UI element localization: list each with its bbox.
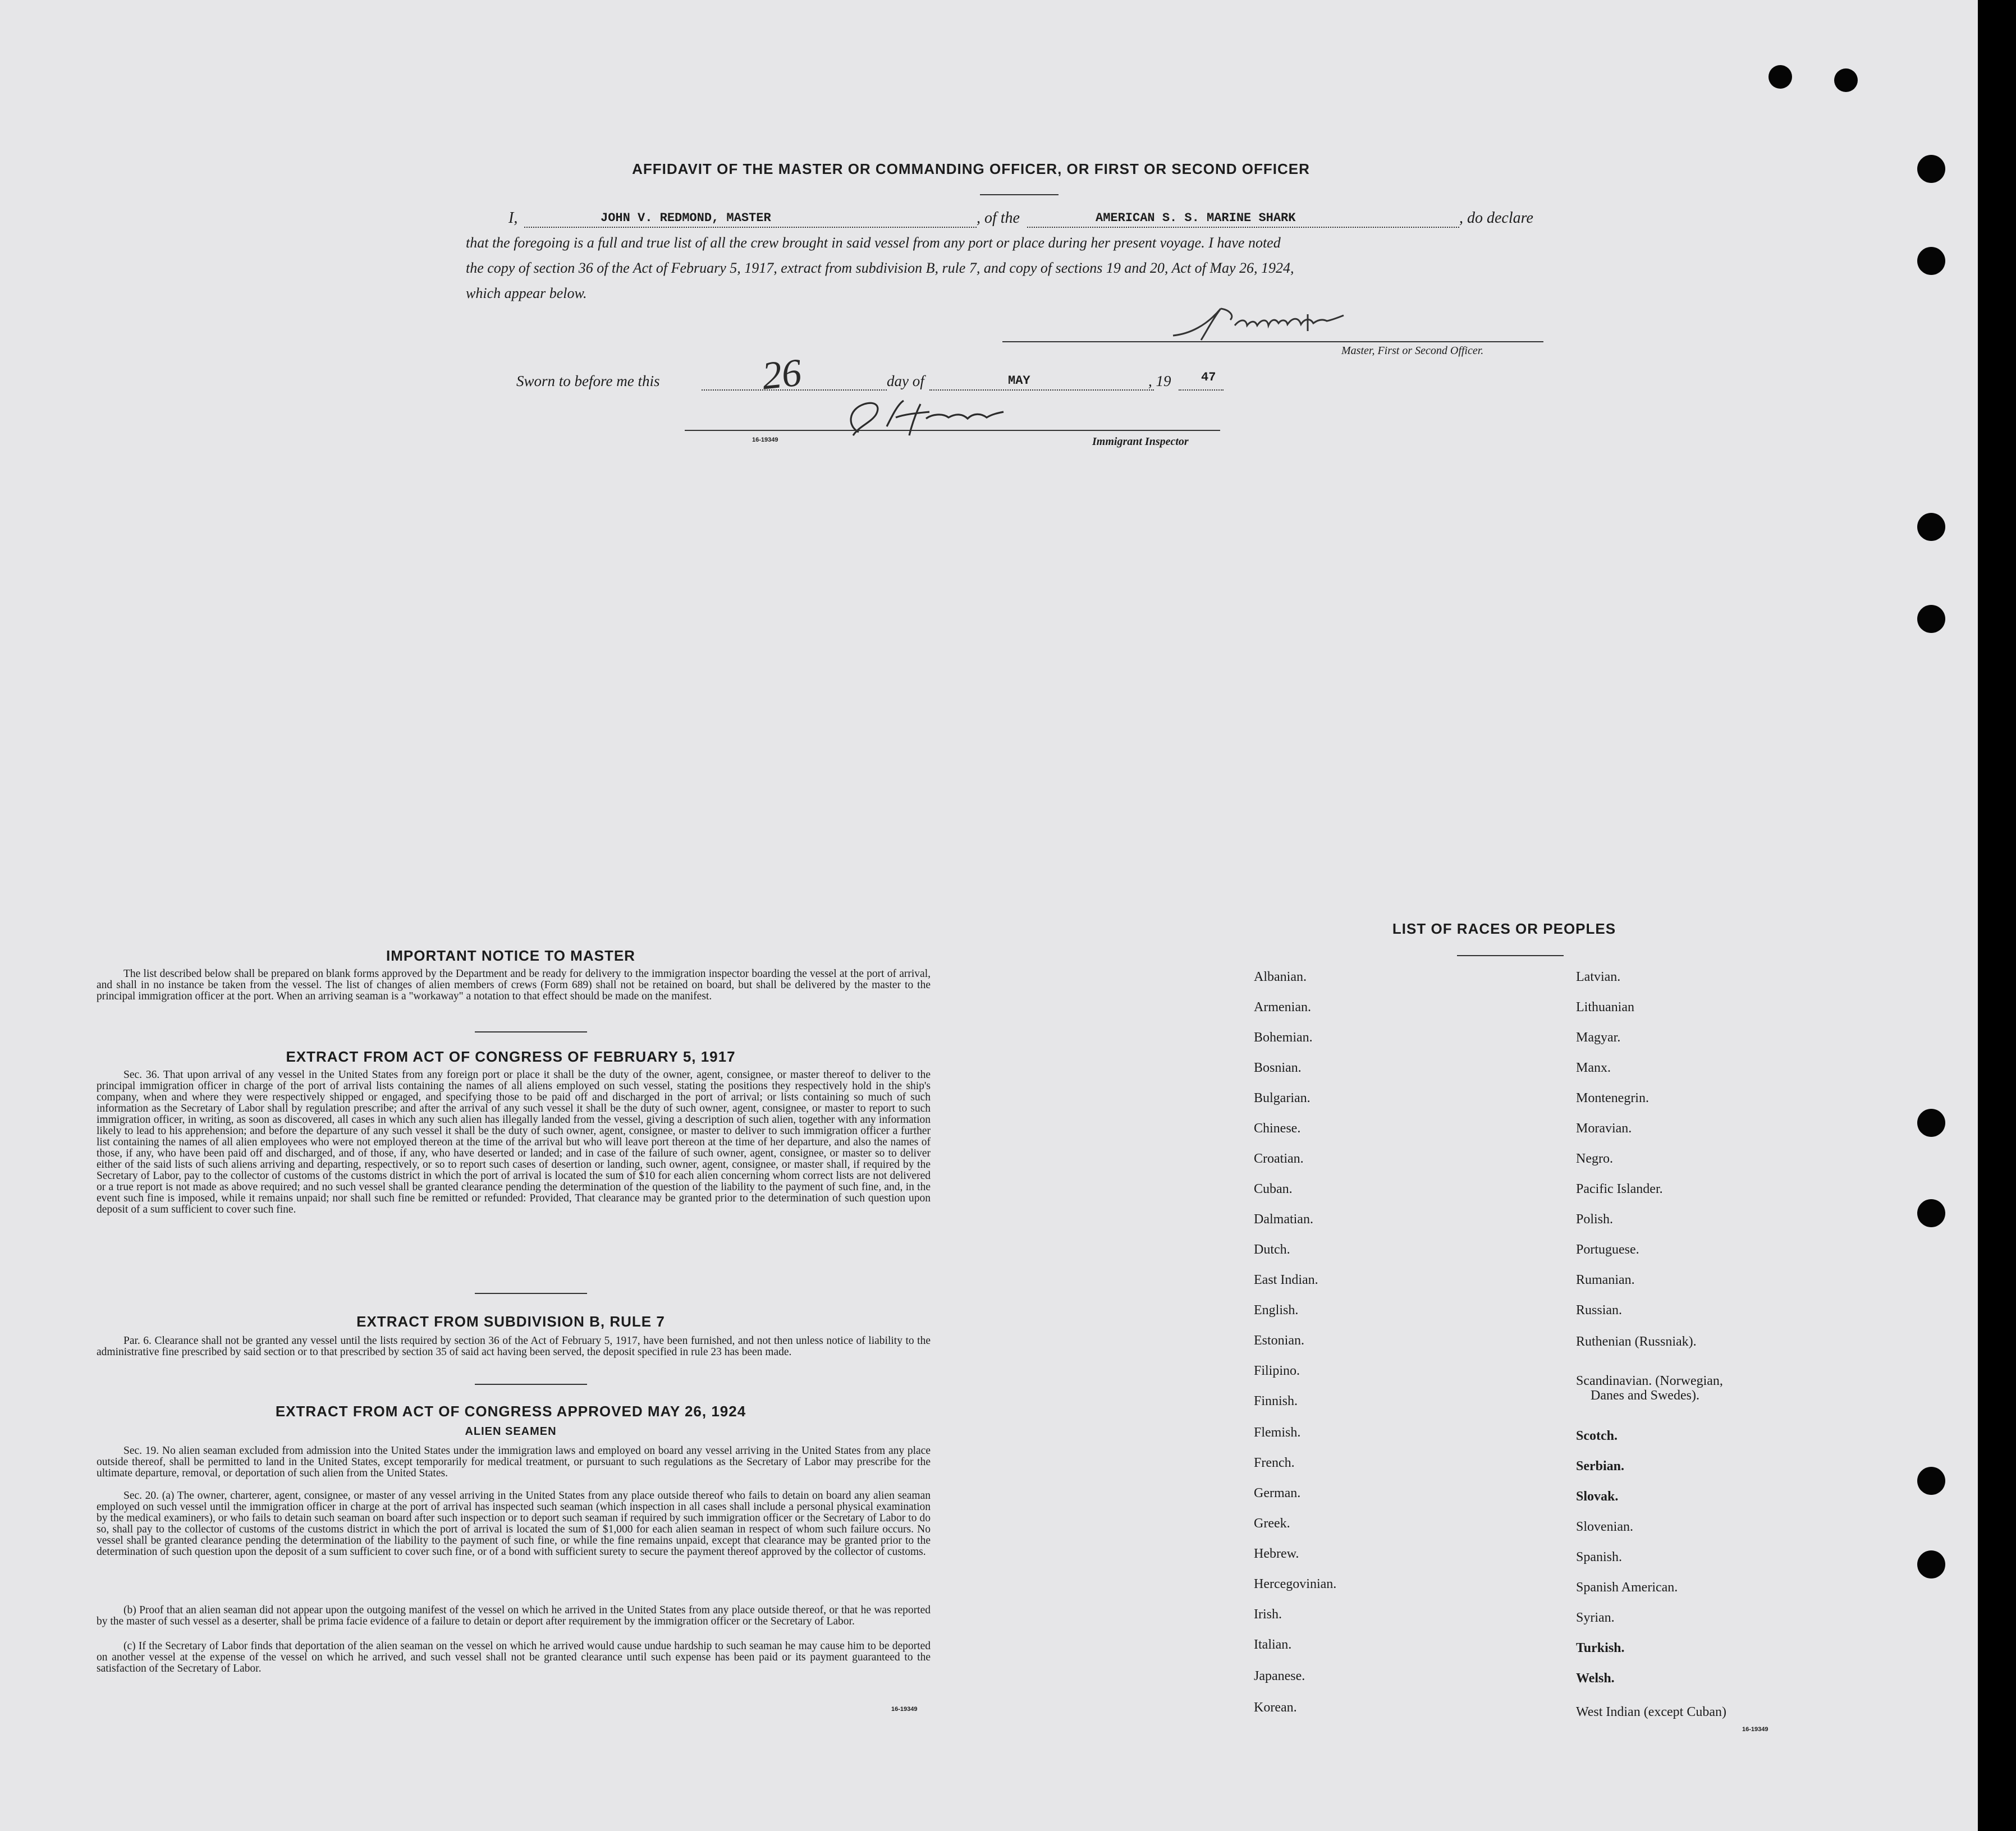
races-divider (1457, 955, 1564, 956)
extract-rule7-body: Par. 6. Clearance shall not be granted any vessel until the lists required by section 36 of the Act of February 5, 1917, have been furnished, and not then unless notice of liability to the administrative fine prescribed by said section or to that prescribed by section 35 of said act having been served, the deposit specified in rule 23 has been made. (97, 1335, 931, 1358)
race-item: Latvian. (1576, 970, 1621, 984)
race-item: Lithuanian (1576, 1000, 1634, 1015)
race-item: Filipino. (1254, 1364, 1300, 1378)
race-item: Scandinavian. (Norwegian, (1576, 1374, 1723, 1388)
affidavit-line-2: that the foregoing is a full and true list of all the crew brought in said vessel from any port or place during her present voyage. I have noted (466, 235, 1281, 251)
race-item: Hercegovinian. (1254, 1577, 1337, 1591)
race-item: Cuban. (1254, 1182, 1293, 1196)
race-item: Estonian. (1254, 1333, 1304, 1348)
extract-form-number: 16-19349 (891, 1706, 918, 1713)
sworn-label: Sworn to before me this (516, 373, 660, 389)
race-item: Bohemian. (1254, 1030, 1313, 1045)
binder-hole (1917, 1109, 1945, 1137)
race-item: Bulgarian. (1254, 1091, 1311, 1105)
master-caption: Master, First or Second Officer. (1341, 345, 1484, 357)
race-item: Spanish. (1576, 1550, 1623, 1564)
binder-hole (1917, 513, 1945, 541)
master-signature (1167, 303, 1403, 342)
race-item: Dutch. (1254, 1242, 1290, 1257)
officer-name: JOHN V. REDMOND, MASTER (601, 211, 771, 225)
extract-1917-body: Sec. 36. That upon arrival of any vessel in the United States from any foreign port or place it shall be the duty of the owner, agent, consignee, or master thereof to deliver to the principal immigration officer in charge of the port of arrival lists containing the names of all aliens employed on such vessel, stating the positions they respectively hold in the ship's company, when and where they were respectively shipped or engaged, and specifying those to be paid off and discharged in the port of arrival; or lists containing so much of such information as the Secretary of Labor shall by regulation prescribe; and after the arrival of any such vessel it shall be the duty of such owner, agent, consignee, or master to report to such immigration officer, in writing, as soon as discovered, all cases in which any such alien has illegally landed from the vessel, giving a description of such alien, together with any information likely to lead to his apprehension; and before the departure of any such vessel it shall be the duty of such owner, agent, consignee, or master to deliver to such immigration officer a further list containing the names of all alien employees who were not employed thereon at the time of the arrival but who will leave port thereon at the time of her departure, and also the names of those, if any, who have been paid off and discharged, and of those, if any, who have deserted or landed; and in case of the failure of such owner, agent, consignee, or master so to deliver either of the said lists of such aliens arriving and departing, respectively, or so to report such cases of desertion or landing, such owner, agent, consignee, or master shall, if required by the Secretary of Labor, pay to the collector of customs of the customs district in which the port of arrival is located the sum of $10 for each alien concerning whom correct lists are not delivered or a true report is not made as above required; and no such vessel shall be granted clearance pending the determination of the question of the liability to the payment of such fine, and, in the event such fine is imposed, while it remains unpaid; nor shall such fine be remitted or refunded: Provided, That clearance may be granted prior to the determination of such question upon deposit of a sum sufficient to cover such fine. (97, 1069, 931, 1215)
extract-1924-sec20c: (c) If the Secretary of Labor finds that deportation of the alien seaman on the vessel on which he arrived would cause undue hardship to such seaman he may cause him to be deported on another vessel at the expense of the vessel on which he arrived, and such vessel shall not be granted clearance until such expense has been paid or its payment guaranteed to the satisfaction of the Secretary of Labor. (97, 1640, 931, 1674)
race-item: Portuguese. (1576, 1242, 1639, 1257)
title-divider (980, 194, 1059, 195)
divider (475, 1384, 587, 1385)
extract-1924-subheading: ALIEN SEAMEN (465, 1425, 557, 1438)
year-prefix: , 19 (1148, 373, 1171, 389)
binder-hole (1917, 1199, 1945, 1227)
race-item: Albanian. (1254, 970, 1307, 984)
master-signature-line (1002, 341, 1543, 342)
race-item: Chinese. (1254, 1121, 1301, 1136)
binder-hole (1917, 155, 1945, 183)
race-item: Magyar. (1576, 1030, 1621, 1045)
binder-hole (1768, 65, 1792, 89)
race-item: Flemish. (1254, 1425, 1301, 1440)
binder-hole (1917, 1550, 1945, 1578)
race-item: Rumanian. (1576, 1273, 1635, 1287)
affidavit-form-number: 16-19349 (752, 437, 778, 443)
race-item: Moravian. (1576, 1121, 1632, 1136)
race-item: Armenian. (1254, 1000, 1311, 1015)
vessel-name-line (1027, 227, 1459, 228)
extract-1924-heading: EXTRACT FROM ACT OF CONGRESS APPROVED MAY 26, 1924 (275, 1403, 746, 1420)
race-item: Scotch. (1576, 1429, 1618, 1443)
vessel-name: AMERICAN S. S. MARINE SHARK (1096, 211, 1296, 225)
race-item: Serbian. (1576, 1459, 1625, 1474)
race-item: Montenegrin. (1576, 1091, 1649, 1105)
binder-hole (1834, 68, 1858, 92)
affidavit-line-3: the copy of section 36 of the Act of February 5, 1917, extract from subdivision B, rule 7, and copy of sections 19 and 20, Act of May 26, 1924, (466, 260, 1294, 276)
sworn-month-line (929, 389, 1154, 391)
extract-1924-sec20b: (b) Proof that an alien seaman did not appear upon the outgoing manifest of the vessel on which he arrived in the United States from any place outside thereof, or that he was reported by the master of such vessel as a deserter, shall be prima facie evidence of a failure to detain or deport after requirement by the immigration officer or the Secretary of Labor. (97, 1604, 931, 1627)
sworn-year-line (1179, 389, 1224, 391)
affidavit-title: AFFIDAVIT OF THE MASTER OR COMMANDING OFFICER, OR FIRST OR SECOND OFFICER (632, 160, 1310, 177)
race-item: Finnish. (1254, 1394, 1298, 1408)
race-item: Korean. (1254, 1700, 1297, 1715)
inspector-signature-line (685, 430, 1220, 431)
divider (475, 1031, 587, 1032)
officer-name-line (524, 227, 977, 228)
extract-1924-sec20a: Sec. 20. (a) The owner, charterer, agent, consignee, or master of any vessel arriving in the United States from any place outside thereof who fails to detain on board any alien seaman employed on such vessel until the immigration officer in charge at the port of arrival has inspected such seaman (which inspection in all cases shall include a personal physical examination by the medical examiners), or who fails to detain such seaman on board after such inspection or to deport such seaman if required by such immigration officer or the Secretary of Labor to do so, shall pay to the collector of customs of the customs district in which the port of arrival is located the sum of $1,000 for each alien seaman in respect of whom such failure occurs. No vessel shall be granted clearance pending the determination of the liability to the payment of such fine, or while the fine remains unpaid, except that clearance may be granted prior to the determination of such question upon the deposit of a sum sufficient to cover such fine, or of a bond with sufficient surety to secure the payment thereof approved by the collector of customs. (97, 1490, 931, 1558)
extract-1924-sec19: Sec. 19. No alien seaman excluded from admission into the United States under the immigration laws and employed on board any vessel arriving in the United States from any place outside thereof, shall be permitted to land in the United States, except temporarily for medical treatment, or pursuant to such regulations as the Secretary of Labor may prescribe for the ultimate departure, removal, or deportation of such alien from the United States. (97, 1445, 931, 1479)
race-item: English. (1254, 1303, 1299, 1318)
sworn-year: 47 (1201, 370, 1216, 384)
race-item: Hebrew. (1254, 1547, 1299, 1561)
binder-hole (1917, 605, 1945, 633)
extract-rule7-heading: EXTRACT FROM SUBDIVISION B, RULE 7 (356, 1313, 665, 1330)
do-declare-label: , do declare (1459, 209, 1533, 227)
race-item: West Indian (except Cuban) (1576, 1705, 1726, 1719)
race-item: Syrian. (1576, 1610, 1615, 1625)
day-of-label: day of (887, 373, 924, 389)
race-item: East Indian. (1254, 1273, 1318, 1287)
race-item: Turkish. (1576, 1641, 1625, 1655)
binder-hole (1917, 1467, 1945, 1495)
race-item: Greek. (1254, 1516, 1290, 1531)
sworn-day: 26 (760, 351, 804, 398)
race-item: Negro. (1576, 1151, 1613, 1166)
race-item: French. (1254, 1456, 1295, 1470)
race-item: Japanese. (1254, 1669, 1305, 1683)
inspector-caption: Immigrant Inspector (1092, 435, 1189, 448)
race-item: Welsh. (1576, 1671, 1615, 1686)
affidavit-line-4: which appear below. (466, 285, 587, 301)
notice-body: The list described below shall be prepared on blank forms approved by the Department and be ready for delivery to the immigration inspector boarding the vessel at the port of arrival, and shall in no instance be taken from the vessel. The list of changes of alien members of crews (Form 689) shall not be retained on board, but shall be delivered by the master to the principal immigration officer at the port. When an arriving seaman is a "workaway" a notation to that effect should be made on the manifest. (97, 968, 931, 1002)
i-label: I, (508, 209, 518, 227)
race-item: Slovak. (1576, 1489, 1619, 1504)
races-form-number: 16-19349 (1742, 1726, 1768, 1733)
race-item: Croatian. (1254, 1151, 1304, 1166)
race-item: Pacific Islander. (1576, 1182, 1663, 1196)
race-item: Danes and Swedes). (1591, 1388, 1699, 1403)
of-the-label: , of the (977, 209, 1020, 227)
divider (475, 1293, 587, 1294)
race-item: Polish. (1576, 1212, 1614, 1227)
race-item: Manx. (1576, 1061, 1611, 1075)
race-item: Russian. (1576, 1303, 1623, 1318)
inspector-signature (836, 393, 1016, 443)
race-item: Bosnian. (1254, 1061, 1302, 1075)
extract-1917-heading: EXTRACT FROM ACT OF CONGRESS OF FEBRUARY 5, 1917 (286, 1048, 736, 1065)
race-item: Italian. (1254, 1637, 1292, 1652)
notice-heading: IMPORTANT NOTICE TO MASTER (386, 947, 635, 964)
race-item: German. (1254, 1486, 1301, 1500)
race-item: Slovenian. (1576, 1520, 1633, 1534)
race-item: Ruthenian (Russniak). (1576, 1334, 1697, 1349)
sworn-month: MAY (1008, 374, 1030, 388)
binder-hole (1917, 247, 1945, 275)
races-heading: LIST OF RACES OR PEOPLES (1392, 920, 1616, 937)
race-item: Spanish American. (1576, 1580, 1678, 1595)
race-item: Dalmatian. (1254, 1212, 1313, 1227)
race-item: Irish. (1254, 1607, 1282, 1622)
